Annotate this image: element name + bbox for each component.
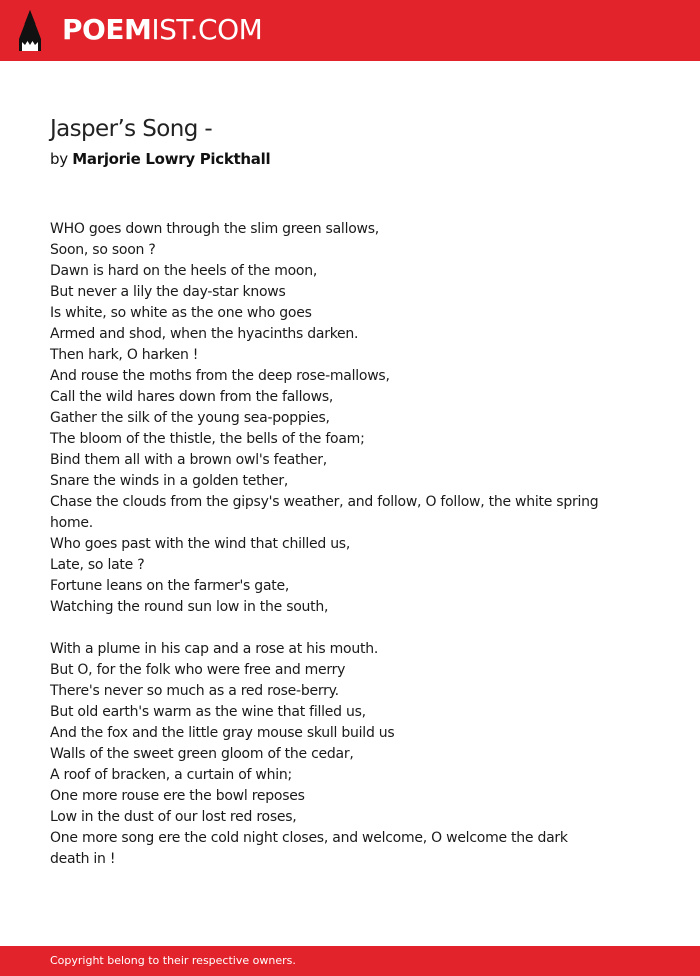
stanza-break <box>50 618 610 639</box>
poem-line: Watching the round sun low in the south, <box>50 599 329 615</box>
poem-line: Chase the clouds from the gipsy's weather, and follow, O follow, the white spring home. <box>50 494 599 531</box>
site-footer <box>0 946 700 976</box>
poem-line: Bind them all with a brown owl's feather, <box>50 452 327 468</box>
poem-line: But O, for the folk who were free and merry <box>50 662 346 678</box>
poem-line: Is white, so white as the one who goes <box>50 305 312 321</box>
poem-line: Dawn is hard on the heels of the moon, <box>50 263 318 279</box>
by-label: by <box>50 150 68 168</box>
poem-line: And rouse the moths from the deep rose-mallows, <box>50 368 390 384</box>
poem-title: Jasper’s Song - <box>50 116 213 142</box>
poem-line: WHO goes down through the slim green sallows, <box>50 221 379 237</box>
copyright-notice: Copyright belong to their respective owners. <box>50 954 296 967</box>
poem-body <box>50 219 610 870</box>
poem-line: Late, so late ? <box>50 557 145 573</box>
poem-line: But old earth's warm as the wine that filled us, <box>50 704 366 720</box>
poem-line: Gather the silk of the young sea-poppies, <box>50 410 330 426</box>
logo-light-text: IST.COM <box>151 13 263 46</box>
poem-line: Armed and shod, when the hyacinths darken. <box>50 326 359 342</box>
poem-line: There's never so much as a red rose-berry. <box>50 683 339 699</box>
site-header <box>0 0 700 61</box>
poem-line: Fortune leans on the farmer's gate, <box>50 578 290 594</box>
logo-bold-text: POEM <box>62 13 152 46</box>
byline <box>50 150 270 168</box>
poem-line: Low in the dust of our lost red roses, <box>50 809 297 825</box>
poem-line: Call the wild hares down from the fallows, <box>50 389 334 405</box>
author-name: Marjorie Lowry Pickthall <box>72 150 271 168</box>
poem-line: And the fox and the little gray mouse skull build us <box>50 725 395 741</box>
poem-line: A roof of bracken, a curtain of whin; <box>50 767 292 783</box>
site-logo[interactable] <box>62 13 262 47</box>
poem-line: One more song ere the cold night closes, and welcome, O welcome the dark death in ! <box>50 830 568 867</box>
poem-line: Walls of the sweet green gloom of the cedar, <box>50 746 354 762</box>
poem-line: With a plume in his cap and a rose at his mouth. <box>50 641 379 657</box>
poem-line: Who goes past with the wind that chilled us, <box>50 536 351 552</box>
poem-line: The bloom of the thistle, the bells of the foam; <box>50 431 365 447</box>
poem-line: Soon, so soon ? <box>50 242 156 258</box>
poem-line: Snare the winds in a golden tether, <box>50 473 289 489</box>
poem-line: One more rouse ere the bowl reposes <box>50 788 305 804</box>
pencil-icon[interactable] <box>17 9 43 52</box>
poem-line: But never a lily the day-star knows <box>50 284 286 300</box>
poem-line: Then hark, O harken ! <box>50 347 199 363</box>
